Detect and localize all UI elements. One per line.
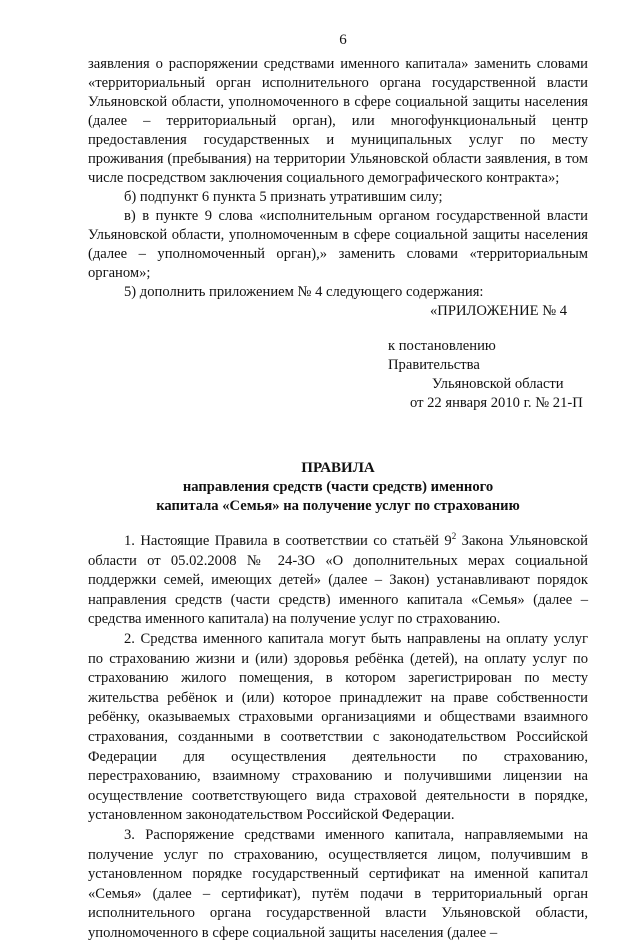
superscript: 2 xyxy=(451,531,457,542)
rules-title: ПРАВИЛА xyxy=(301,460,375,476)
rules-subtitle: направления средств (части средств) именного xyxy=(182,479,494,495)
paragraph xyxy=(88,532,588,630)
text-span: 1. Настоящие Правила в соответствии со статьёй 9 xyxy=(124,533,452,549)
rules-body xyxy=(88,532,588,943)
appendix-line: Ульяновской области xyxy=(432,376,564,392)
paragraph: б) подпункт 6 пункта 5 признать утратившим силу; xyxy=(124,189,443,205)
text-span: Закона Ульяновской области от 05.02.2008 № 24-ЗО «О дополнительных мерах социальной поддержки семей, имеющих детей» (далее – Закон) устанавливают порядок направления средств (части средств) именного капитала «Семья» (далее – средства именного капитала) на получение услуг по страхованию. xyxy=(88,533,588,628)
page-number: 6 xyxy=(339,32,347,48)
amendment-text xyxy=(88,55,588,302)
paragraph: 5) дополнить приложением № 4 следующего содержания: xyxy=(124,284,484,300)
appendix-line: от 22 января 2010 г. № 21-П xyxy=(410,395,583,411)
paragraph: заявления о распоряжении средствами именного капитала» заменить словами «территориальный орган исполнительного органа государственной власти Ульяновской области, уполномоченного в сфере социальной защиты населения (далее – территориальный орган), или многофункциональный центр предоставления государственных и муниципальных услуг по месту проживания (пребывания) на территории Ульяновской области заявления, в том числе посредством заключения социального демографического контракта»; xyxy=(88,56,588,186)
paragraph: 3. Распоряжение средствами именного капитала, направляемыми на получение услуг по страхованию, осуществляется лицом, получившим в установленном порядке государственный сертификат на именной капитал «Семья» (далее – сертификат), путём подачи в территориальный орган исполнительного органа государственной власти Ульяновской области, уполномоченного в сфере социальной защиты населения (далее – xyxy=(88,826,588,941)
paragraph: в) в пункте 9 слова «исполнительным органом государственной власти Ульяновской области, уполномоченным в сфере социальной защиты населения (далее – уполномоченный орган),» заменить словами «территориальным органом»; xyxy=(88,208,588,281)
rules-subtitle: капитала «Семья» на получение услуг по страхованию xyxy=(156,498,520,514)
appendix-line: к постановлению Правительства xyxy=(388,338,496,373)
appendix-title: «ПРИЛОЖЕНИЕ № 4 xyxy=(430,303,568,319)
appendix-header xyxy=(88,302,588,413)
paragraph: 2. Средства именного капитала могут быть направлены на оплату услуг по страхованию жизни и (или) здоровья ребёнка (детей), на оплату услуг по страхованию жилого помещения, в котором зарегистрирован по месту жительства ребёнок и (или) которое принадлежит на праве собственности ребёнку, оказываемых страховыми организациями и обществами взаимного страхования, созданными в соответствии с законодательством Российской Федерации для осуществления деятельности по страхованию, перестрахованию, взаимному страхованию и получившими лицензии на осуществление соответствующего вида страховой деятельности в порядке, установленном законодательством Российской Федерации. xyxy=(88,630,588,824)
